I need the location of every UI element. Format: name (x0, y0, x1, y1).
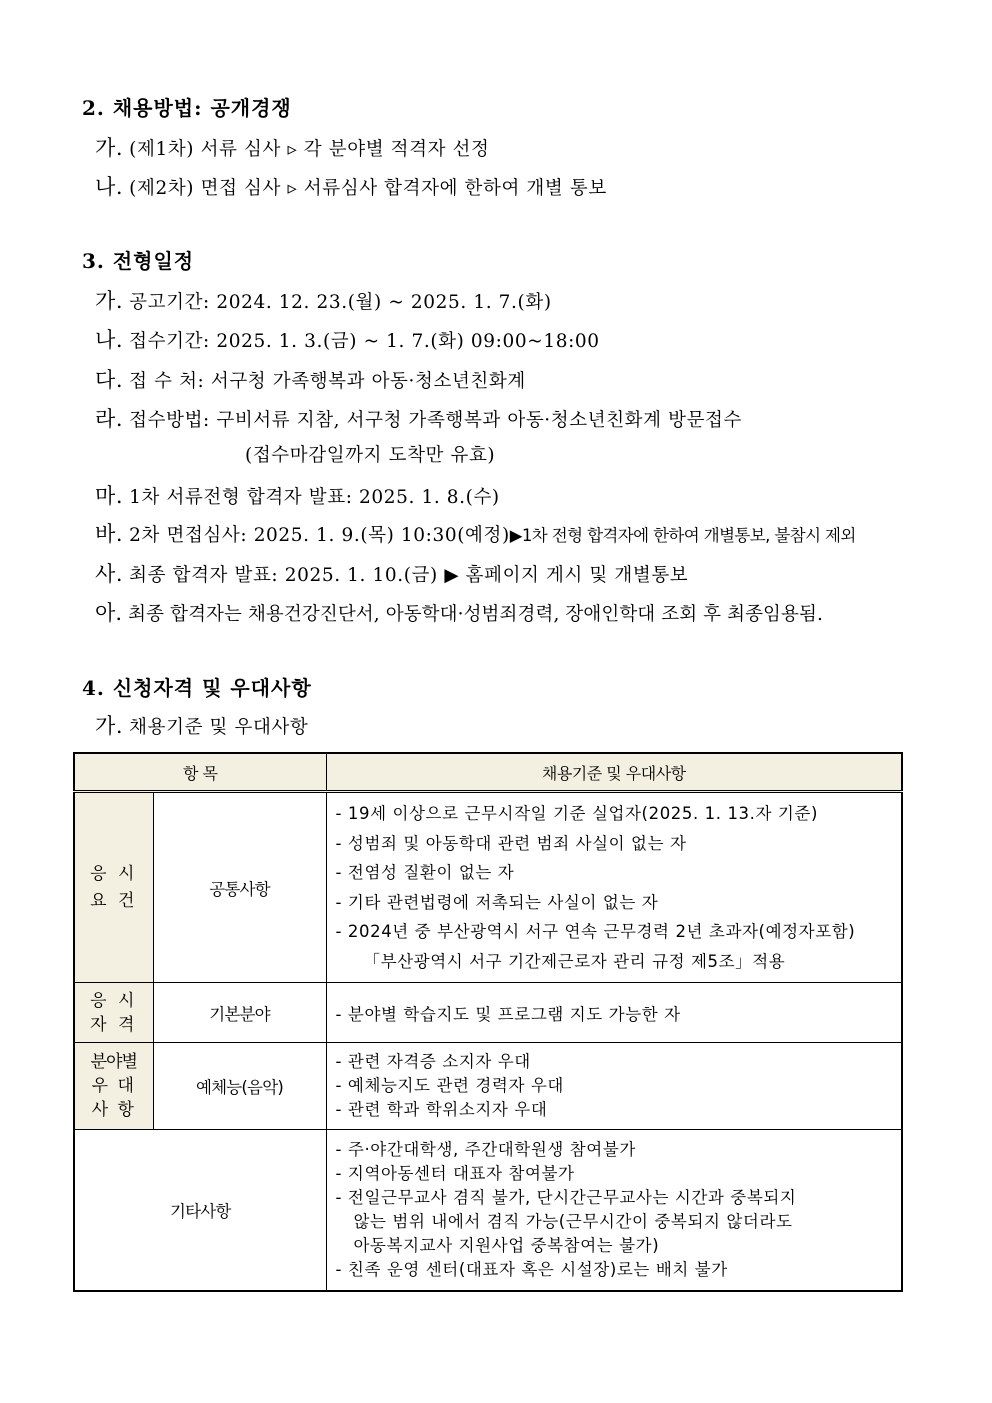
section-3-item-3 (95, 364, 526, 394)
row-category (74, 983, 153, 1043)
section-3-item-4-note (245, 441, 495, 467)
item-text: 공고기간: 2024. 12. 23.(월) ~ 2025. 1. 7.(화) (129, 292, 552, 313)
row-category: 기타사항 (74, 1130, 326, 1291)
section-3-item-2 (95, 324, 600, 354)
item-marker: 라. (95, 407, 124, 431)
item-marker: 다. (95, 368, 124, 392)
content-line: - 친족 운영 센터(대표자 혹은 시설장)로는 배치 불가 (335, 1259, 728, 1279)
row-category (74, 1043, 153, 1130)
table-row (74, 1130, 902, 1291)
item-text: (제2차) 면접 심사 ▹ 서류심사 합격자에 한하여 개별 통보 (129, 178, 607, 199)
item-marker: 마. (95, 484, 124, 508)
item-text: 2차 면접심사: 2025. 1. 9.(목) 10:30(예정) (129, 525, 510, 546)
item-text: 최종 합격자는 채용건강진단서, 아동학대·성범죄경력, 장애인학대 조회 후 최종임용됨. (128, 604, 823, 625)
section-4-title: 4. 신청자격 및 우대사항 (82, 676, 312, 700)
header-criteria: 채용기준 및 우대사항 (326, 753, 902, 792)
row-subcategory: 예체능(음악) (153, 1043, 326, 1130)
section-2-item-1 (95, 132, 490, 162)
content-line: - 기타 관련법령에 저촉되는 사실이 없는 자 (335, 892, 659, 912)
content-line: - 분야별 학습지도 및 프로그램 지도 가능한 자 (335, 1004, 681, 1024)
item-text: 접 수 처: 서구청 가족행복과 아동·청소년친화계 (129, 371, 526, 392)
item-marker: 가. (95, 714, 124, 738)
content-line: - 전염성 질환이 없는 자 (335, 863, 515, 882)
category-line: 응 시 (90, 863, 138, 884)
row-content (326, 792, 902, 983)
item-marker: 아. (95, 601, 123, 625)
item-marker: 나. (95, 175, 124, 199)
section-3-title: 3. 전형일정 (82, 249, 195, 273)
content-line: - 전일근무교사 겸직 불가, 단시간근무교사는 시간과 중복되지 (335, 1187, 797, 1207)
item-text: 채용기준 및 우대사항 (129, 717, 309, 738)
content-line: - 주·야간대학생, 주간대학원생 참여불가 (335, 1139, 636, 1159)
row-content (326, 1130, 902, 1291)
category-line: 응 시 (90, 990, 138, 1011)
content-line: - 지역아동센터 대표자 참여불가 (335, 1163, 575, 1183)
row-content (326, 1043, 902, 1130)
content-line: - 관련 자격증 소지자 우대 (335, 1052, 531, 1071)
section-3-item-6 (95, 518, 856, 548)
content-line: 않는 범위 내에서 겸직 가능(근무시간이 중복되지 않더라도 (353, 1211, 793, 1231)
content-line: 「부산광역시 서구 기간제근로자 관리 규정 제5조」적용 (363, 951, 786, 971)
row-subcategory: 공통사항 (153, 792, 326, 983)
section-3-item-4 (95, 403, 742, 433)
item-marker: 사. (95, 562, 124, 586)
row-category (74, 792, 153, 983)
table-row (74, 792, 902, 983)
item-marker: 가. (95, 289, 124, 313)
section-3-item-1 (95, 285, 552, 315)
content-line: - 예체능지도 관련 경력자 우대 (335, 1076, 564, 1095)
section-3-item-5 (95, 480, 500, 510)
content-line: 아동복지교사 지원사업 중복참여는 불가) (353, 1235, 660, 1255)
content-line: - 2024년 중 부산광역시 서구 연속 근무경력 2년 초과자(예정자포함) (335, 922, 856, 941)
item-text: 1차 서류전형 합격자 발표: 2025. 1. 8.(수) (129, 487, 500, 508)
item-text: (제1차) 서류 심사 ▹ 각 분야별 적격자 선정 (129, 139, 490, 160)
content-line: - 성범죄 및 아동학대 관련 범죄 사실이 없는 자 (335, 833, 687, 853)
section-3-item-8 (95, 597, 823, 627)
section-2-item-2 (95, 171, 607, 201)
item-text: 접수기간: 2025. 1. 3.(금) ~ 1. 7.(화) 09:00~18:00 (129, 331, 600, 352)
category-line: 사 항 (91, 1100, 136, 1120)
table-header-row (74, 753, 902, 792)
content-line: - 19세 이상으로 근무시작일 기준 실업자(2025. 1. 13.자 기준) (335, 804, 819, 823)
table-row (74, 1043, 902, 1130)
requirements-table (73, 752, 903, 1292)
item-marker: 바. (95, 522, 124, 546)
section-3-item-7 (95, 558, 688, 588)
category-line: 분야별 (90, 1052, 137, 1072)
category-line: 자 격 (90, 1014, 138, 1035)
item-marker: 가. (95, 136, 124, 160)
section-4-sub (95, 710, 308, 740)
item-text: 최종 합격자 발표: 2025. 1. 10.(금) ▶ 홈페이지 게시 및 개별통보 (129, 565, 689, 586)
item-text: 접수방법: 구비서류 지참, 서구청 가족행복과 아동·청소년친화계 방문접수 (129, 410, 742, 431)
item-extra: ▶1차 전형 합격자에 한하여 개별통보, 불참시 제외 (509, 526, 856, 545)
category-line: 우 대 (91, 1076, 136, 1096)
item-marker: 나. (95, 328, 124, 352)
item-text: (접수마감일까지 도착만 유효) (245, 445, 496, 466)
content-line: - 관련 학과 학위소지자 우대 (335, 1100, 548, 1119)
row-content (326, 983, 902, 1043)
table-row (74, 983, 902, 1043)
header-item: 항 목 (74, 753, 326, 792)
category-line: 요 건 (90, 890, 138, 911)
row-subcategory: 기본분야 (153, 983, 326, 1043)
section-2-title: 2. 채용방법: 공개경쟁 (82, 96, 292, 120)
